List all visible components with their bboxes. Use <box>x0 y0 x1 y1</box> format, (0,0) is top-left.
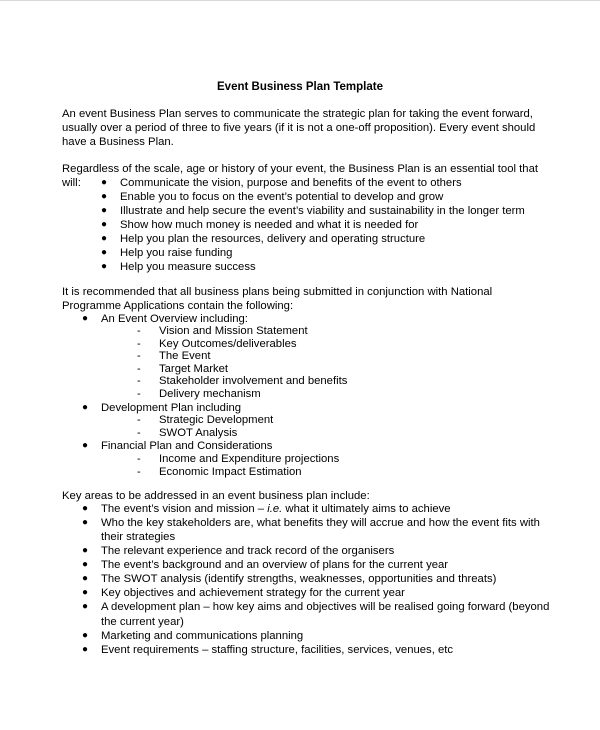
dash-icon: - <box>137 325 141 337</box>
list-item-text: Illustrate and help secure the event’s viability and sustainability in the longer term <box>120 205 525 217</box>
list-item <box>137 325 537 338</box>
list-item <box>137 350 537 363</box>
list-item <box>82 544 552 558</box>
list-item-text: Delivery mechanism <box>159 387 261 400</box>
sub-list <box>137 325 537 401</box>
list-item <box>137 427 537 440</box>
list-item-text: The Event <box>159 350 211 363</box>
list-item <box>82 558 552 572</box>
list-item <box>82 439 552 453</box>
bullet-icon: ● <box>82 601 89 613</box>
bullet-icon: ● <box>82 587 89 599</box>
list-item-text: Show how much money is needed and what it is needed for <box>120 219 419 231</box>
key-areas-intro: Key areas to be addressed in an event business plan include: <box>62 490 370 502</box>
list-item-text: Target Market <box>159 362 229 375</box>
list-item <box>101 246 571 260</box>
dash-icon: - <box>137 426 141 439</box>
dash-icon: - <box>137 337 141 350</box>
list-item-text: Key Outcomes/deliverables <box>159 337 297 350</box>
list-item-text: Income and Expenditure projections <box>159 453 340 465</box>
bullet-icon: ● <box>101 261 108 272</box>
list-item-emphasis: i.e. <box>267 503 283 515</box>
list-item-text: Vision and Mission Statement <box>159 325 308 337</box>
list-item-text: Key objectives and achievement strategy for the current year <box>101 587 405 600</box>
bullet-icon: ● <box>82 402 89 413</box>
section-label: Financial Plan and Considerations <box>101 440 273 452</box>
dash-icon: - <box>137 375 141 388</box>
list-item-text: Enable you to focus on the event’s potential to develop and grow <box>120 191 444 203</box>
sub-list <box>137 453 537 479</box>
list-item-text: Who the key stakeholders are, what benefits they will accrue and how the event fits with their strategies <box>101 517 540 544</box>
dash-icon: - <box>137 350 141 363</box>
bullet-icon: ● <box>82 629 89 641</box>
bullet-icon: ● <box>82 440 89 451</box>
list-item <box>137 453 537 466</box>
list-item-text: The event’s background and an overview of plans for the current year <box>101 559 449 572</box>
section-label: Development Plan including <box>101 402 242 414</box>
benefits-list <box>101 176 571 274</box>
section-list <box>82 401 552 415</box>
dash-icon: - <box>137 414 141 426</box>
list-item-text: The event’s vision and mission – <box>101 503 268 515</box>
list-item-text: Stakeholder involvement and benefits <box>159 375 348 388</box>
dash-icon: - <box>137 466 141 479</box>
list-item-text: Marketing and communications planning <box>101 629 304 642</box>
list-item-text: Help you raise funding <box>120 247 233 259</box>
dash-icon: - <box>137 362 141 375</box>
list-item <box>137 414 537 427</box>
recommended-paragraph: It is recommended that all business plans being submitted in conjunction with National Programme Applications contain the following: <box>62 286 493 313</box>
bullet-icon: ● <box>82 517 89 528</box>
intro-paragraph: An event Business Plan serves to communicate the strategic plan for taking the event forward, usually over a period of three to five years (if it is not a one-off proposition). Every event should have a Business Plan. <box>62 108 536 149</box>
list-item-text: Event requirements – staffing structure, facilities, services, venues, etc <box>101 643 454 656</box>
list-item-text: Help you plan the resources, delivery and operating structure <box>120 233 426 245</box>
list-item <box>137 363 537 376</box>
regardless-paragraph: Regardless of the scale, age or history of your event, the Business Plan is an essential tool that will: <box>62 163 538 190</box>
list-item <box>137 375 537 388</box>
list-item-text: The SWOT analysis (identify strengths, weaknesses, opportunities and threats) <box>101 573 497 586</box>
list-item <box>137 338 537 351</box>
list-item-text: what it ultimately aims to achieve <box>282 503 451 515</box>
list-item <box>137 388 537 401</box>
bullet-icon: ● <box>82 313 89 324</box>
section-label: An Event Overview including: <box>101 313 248 325</box>
bullet-icon: ● <box>101 205 108 216</box>
list-item <box>82 586 552 600</box>
list-item-text: SWOT Analysis <box>159 426 238 439</box>
bullet-icon: ● <box>101 219 108 230</box>
list-item <box>101 176 571 190</box>
dash-icon: - <box>137 387 141 400</box>
document-title: Event Business Plan Template <box>217 81 383 93</box>
bullet-icon: ● <box>101 177 108 188</box>
bullet-icon: ● <box>101 247 108 258</box>
list-item <box>82 643 552 657</box>
list-item-text: The relevant experience and track record of the organisers <box>101 545 395 558</box>
list-item <box>82 600 552 628</box>
list-item <box>82 516 552 544</box>
list-item <box>137 466 537 479</box>
list-item <box>101 204 571 218</box>
bullet-icon: ● <box>82 559 89 571</box>
bullet-icon: ● <box>82 545 89 557</box>
list-item <box>101 190 571 204</box>
key-areas-list <box>82 502 552 657</box>
list-item <box>82 629 552 643</box>
sub-list <box>137 414 537 439</box>
list-item-text: Communicate the vision, purpose and benefits of the event to others <box>120 177 462 189</box>
list-item <box>101 232 571 246</box>
list-item <box>82 502 552 516</box>
section-list <box>82 312 552 326</box>
list-item <box>101 260 571 274</box>
bullet-icon: ● <box>101 191 108 202</box>
dash-icon: - <box>137 453 141 465</box>
bullet-icon: ● <box>82 573 89 585</box>
list-item-text: Help you measure success <box>120 261 256 273</box>
bullet-icon: ● <box>101 233 108 244</box>
bullet-icon: ● <box>82 643 89 655</box>
list-item <box>82 312 552 326</box>
list-item-text: Economic Impact Estimation <box>159 466 302 479</box>
list-item-text: A development plan – how key aims and objectives will be realised going forward (beyond the current year) <box>101 601 550 628</box>
list-item <box>82 401 552 415</box>
list-item <box>82 572 552 586</box>
list-item-text: Strategic Development <box>159 414 274 426</box>
bullet-icon: ● <box>82 503 89 514</box>
section-list <box>82 439 552 453</box>
list-item <box>101 218 571 232</box>
